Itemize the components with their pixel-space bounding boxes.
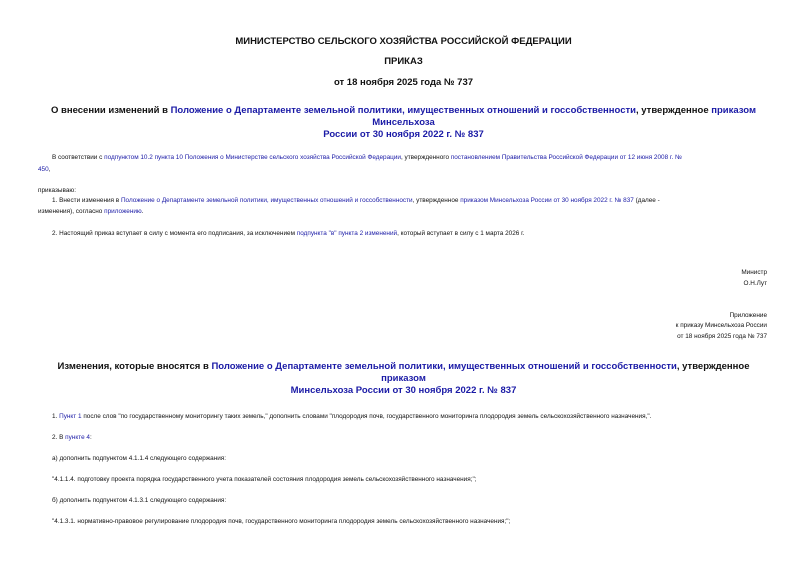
change-2-num: 2. В <box>52 434 66 441</box>
ministry-name: МИНИСТЕРСТВО СЕЛЬСКОГО ХОЗЯЙСТВА РОССИЙСКОЙ ФЕДЕРАЦИИ <box>235 36 572 47</box>
change-2-link-point[interactable]: пункте 4 <box>65 434 90 441</box>
title-link-regulation[interactable]: Положение о Департаменте земельной политики, имущественных отношений и госсобственности <box>170 105 636 116</box>
item1-text: изменения), согласно <box>38 208 105 215</box>
change-2 <box>52 434 92 443</box>
order-word: приказываю: <box>38 187 76 194</box>
preamble-line2 <box>38 166 50 175</box>
item2-link-point[interactable]: пункта 2 изменений <box>338 230 398 237</box>
change-2b: б) дополнить подпунктом 4.1.3.1 следующего содержания: <box>52 497 227 504</box>
item2-link-subpoint[interactable]: подпункта "в" <box>296 230 337 237</box>
changes-title-link-order[interactable]: приказом <box>381 373 426 384</box>
title-link-order[interactable]: приказом Минсельхоза <box>372 105 756 128</box>
item1-link-regulation[interactable]: Положение о Департаменте земельной политики, имущественных отношений и госсобственности <box>120 197 413 204</box>
changes-title-text: Изменения, которые вносятся в <box>57 361 212 372</box>
item1-link-order[interactable]: приказом Минсельхоза России от 30 ноября 2022 г. № 837 <box>460 197 634 204</box>
doc-date-number: от 18 ноября 2025 года № 737 <box>333 77 474 88</box>
item2-text: 2. Настоящий приказ вступает в силу с момента его подписания, за исключением <box>52 230 297 237</box>
item2 <box>52 230 524 239</box>
item1-line2 <box>38 208 144 217</box>
item1-text: , утвержденное <box>412 197 461 204</box>
preamble-link-resolution[interactable]: постановлением Правительства Российской Федерации от 12 июня 2008 г. № <box>450 154 682 161</box>
signatory-position: Министр <box>741 269 767 276</box>
item1-text: . <box>141 208 144 215</box>
change-1-link-point[interactable]: Пункт 1 <box>59 413 82 420</box>
preamble-text: В соответствии с <box>52 154 105 161</box>
preamble-link-regulation[interactable]: подпунктом 10.2 пункта 10 Положения о Министерстве сельского хозяйства Российской Федерации <box>104 154 401 161</box>
item2-text: , который вступает в силу с 1 марта 2026 г. <box>397 230 525 237</box>
change-2b-quote: "4.1.3.1. нормативно-правовое регулирование плодородия почв, государственного мониторинга плодородия земель сельскохозяйственного назначения;"; <box>52 518 511 525</box>
item1-text: 1. Внести изменения в <box>52 197 121 204</box>
title-text: О внесении изменений в <box>51 105 171 116</box>
changes-title <box>40 361 767 397</box>
doc-type: ПРИКАЗ <box>384 56 423 67</box>
signatory-name: О.Н.Лут <box>743 280 767 287</box>
change-2-text: : <box>89 434 92 441</box>
appendix-date: от 18 ноября 2025 года № 737 <box>677 333 767 340</box>
appendix-label: Приложение <box>729 312 767 319</box>
changes-title-text: , утвержденное <box>676 361 750 372</box>
title-link-order-date[interactable]: России от 30 ноября 2022 г. № 837 <box>323 129 484 140</box>
title-text: , утвержденное <box>635 105 712 116</box>
change-2a-quote: "4.1.1.4. подготовку проекта порядка государственного учета показателей состояния плодородия земель сельскохозяйственного назначения;"; <box>52 476 477 483</box>
item1-text: (далее - <box>633 197 660 204</box>
changes-title-link-order-date[interactable]: Минсельхоза России от 30 ноября 2022 г. № 837 <box>290 385 517 396</box>
preamble-text: , <box>48 166 51 173</box>
item1-line1 <box>52 197 768 206</box>
document-title <box>40 105 767 141</box>
item1-link-appendix[interactable]: приложению <box>104 208 142 215</box>
change-1 <box>52 413 651 422</box>
change-1-num: 1. <box>52 413 60 420</box>
change-2a: а) дополнить подпунктом 4.1.1.4 следующего содержания: <box>52 455 227 462</box>
changes-title-link-regulation[interactable]: Положение о Департаменте земельной политики, имущественных отношений и госсобственности <box>211 361 677 372</box>
appendix-ref: к приказу Минсельхоза России <box>675 322 767 329</box>
preamble-text: , утвержденного <box>400 154 451 161</box>
preamble-link-resolution-num[interactable]: 450 <box>38 166 49 173</box>
change-1-text: после слов "по государственному мониторингу таких земель," дополнить словами "плодородия почв, государственного мониторинга плодородия земель сельскохозяйственного назначения,". <box>81 413 652 420</box>
preamble-line1 <box>52 154 768 163</box>
